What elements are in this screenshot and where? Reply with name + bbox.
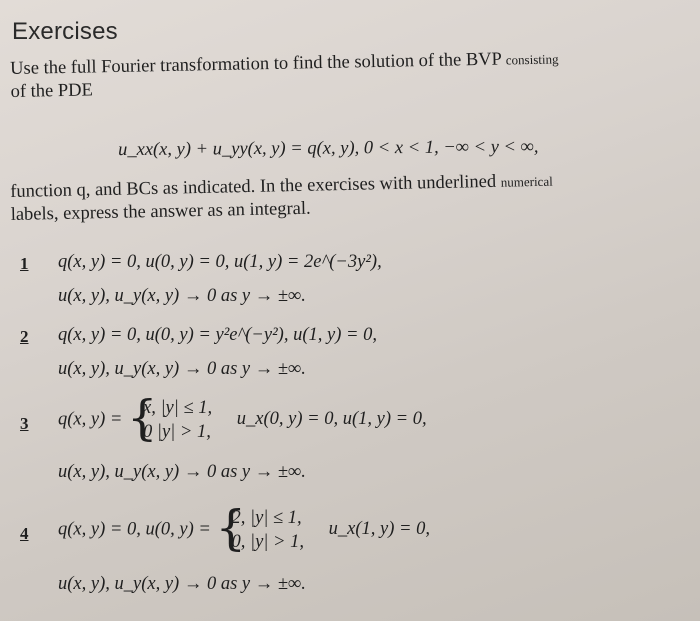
instructions-line-2: labels, express the answer as an integral. [10,198,311,225]
exercise-number: 2 [20,327,29,346]
instructions-paragraph [10,167,700,227]
intro-paragraph [10,45,691,104]
exercise-lhs: q(x, y) = [58,409,123,430]
exercise-rhs: u_x(1, y) = 0, [328,519,430,540]
piecewise-cases [216,506,305,554]
exercise-decay-condition: u(x, y), u_y(x, y) → 0 as y → ±∞. [58,462,306,482]
exercise-decay-condition: u(x, y), u_y(x, y) → 0 as y → ±∞. [58,574,306,594]
instructions-line-1-main: function q, and BCs as indicated. In the exercises with underlined [10,171,501,202]
exercise-decay-condition: u(x, y), u_y(x, y) → 0 as y → ±∞. [58,359,306,379]
intro-line-1-tail: consisting [505,51,559,68]
intro-line-1-main: Use the full Fourier transformation to find the solution of the BVP [10,49,506,79]
exercise-number: 4 [20,524,29,543]
exercise-number: 3 [20,414,29,433]
case-1: { x, |y| ≤ 1, [142,398,213,418]
exercise-conditions [58,396,427,444]
piecewise-cases [127,396,212,444]
exercise-number: 1 [20,254,29,273]
section-heading: Exercises [12,18,118,45]
exercise-conditions: q(x, y) = 0, u(0, y) = y²e^(−y²), u(1, y) = 0, [58,325,377,345]
case-2: 0, |y| > 1, [231,532,304,552]
exercise-lhs: q(x, y) = 0, u(0, y) = [58,519,211,540]
exercise-conditions: q(x, y) = 0, u(0, y) = 0, u(1, y) = 2e^(−3y²), [58,252,382,272]
instructions-line-1-tail: numerical [500,173,553,190]
pde-equation: u_xx(x, y) + u_yy(x, y) = q(x, y), 0 < x < 1, −∞ < y < ∞, [118,137,539,160]
exercise-conditions [58,506,430,554]
intro-line-2: of the PDE [10,80,94,102]
exercise-decay-condition: u(x, y), u_y(x, y) → 0 as y → ±∞. [58,286,306,306]
exercise-rhs: u_x(0, y) = 0, u(1, y) = 0, [236,409,427,430]
case-1: { 2, |y| ≤ 1, [231,508,302,528]
case-2: 0 |y| > 1, [142,422,211,442]
